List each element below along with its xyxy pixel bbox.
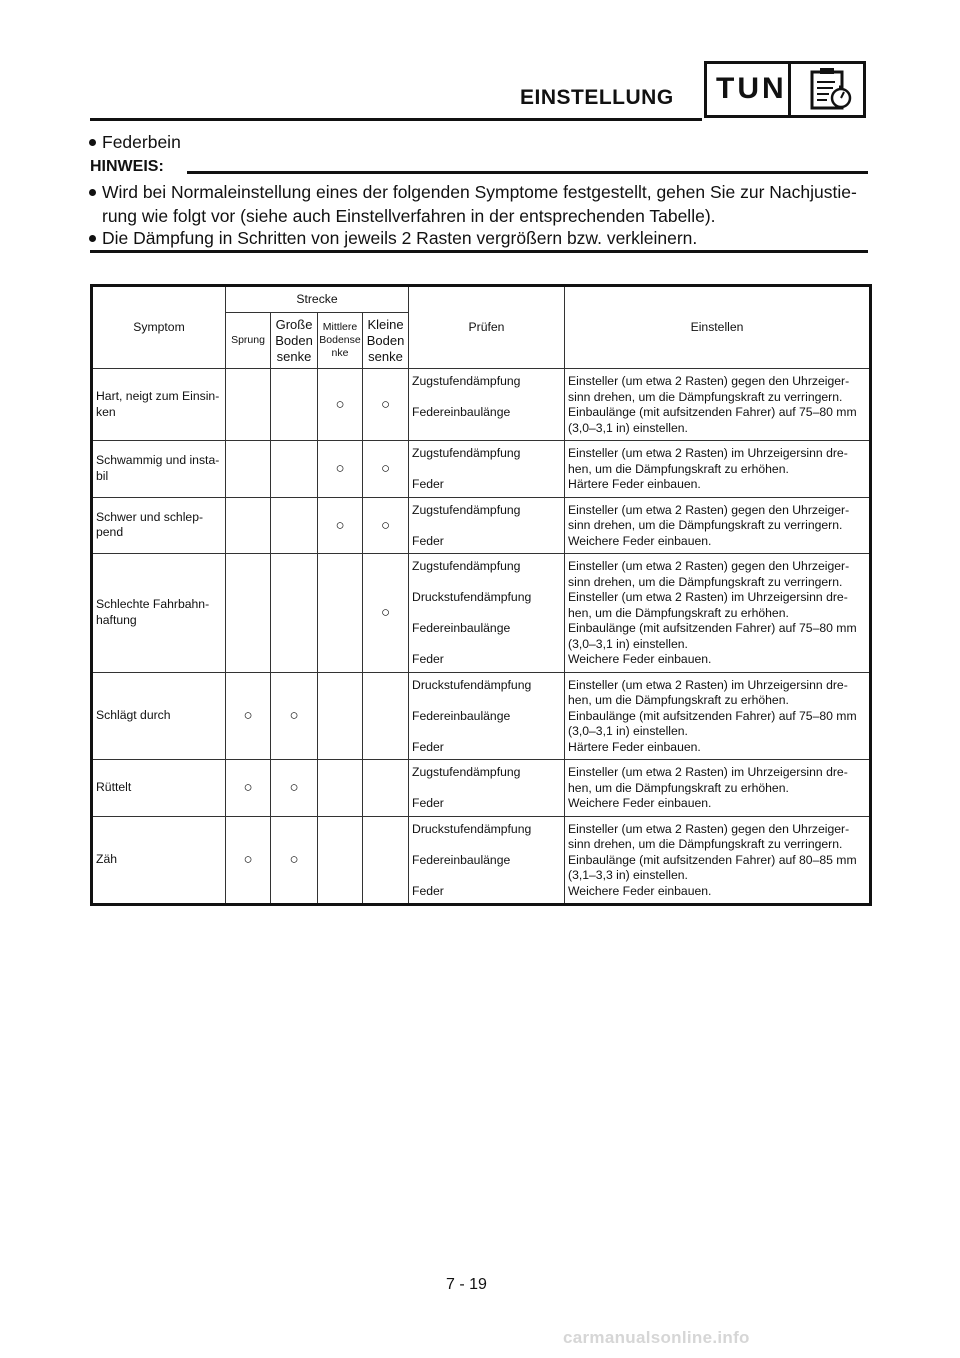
einstellen-line: (3,1–3,3 in) einstellen. [568,868,688,882]
pruefen-cell [409,672,565,760]
check-circle-mark: ○ [243,707,253,724]
check-circle-mark: ○ [289,851,299,868]
note-text: Wird bei Normaleinstellung eines der folgenden Symptome festgestellt, gehen Sie zur Nachjustie- [102,182,857,202]
einstellen-line: sinn drehen, um die Dämpfungskraft zu verringern. [568,518,843,532]
pruefen-item: Zugstufendämpfung [412,502,521,517]
einstellen-line: Einsteller (um etwa 2 Rasten) im Uhrzeigersinn dre- [568,446,848,460]
pruefen-item: Feder [412,883,444,898]
table-row [92,554,871,673]
strecke-mark-cell [318,816,363,905]
note-item [89,180,871,228]
bullet-dot [89,235,96,242]
page-number: 7 - 19 [446,1276,487,1293]
bullet-federbein [89,130,181,154]
einstellen-line: Weichere Feder einbauen. [568,796,712,810]
check-circle-mark: ○ [380,516,391,534]
suspension-tuning-table [90,284,872,906]
check-circle-mark: ○ [380,460,391,477]
table-row [92,497,871,554]
pruefen-item: Feder [412,533,444,548]
bullet-text: Federbein [102,132,181,152]
einstellen-line: Einsteller (um etwa 2 Rasten) im Uhrzeigersinn dre- [568,677,848,692]
einstellen-line: (3,0–3,1 in) einstellen. [568,724,688,738]
strecke-mark-cell [318,672,363,760]
strecke-mark-cell [271,497,318,554]
watermark: carmanualsonline.info [563,1328,750,1347]
col-header-mittlere-bodensenke: Mittlere Bodense nke [318,313,363,369]
checklist-stopwatch-icon [805,67,853,118]
symptom-cell: Rüttelt [92,760,226,817]
hinweis-label: HINWEIS: [90,158,164,175]
check-circle-mark: ○ [243,779,253,796]
strecke-mark-cell [363,369,409,441]
strecke-mark-cell [318,554,363,673]
pruefen-cell [409,369,565,441]
einstellen-line: Einbaulänge (mit aufsitzenden Fahrer) auf 75–80 mm [568,621,857,635]
pruefen-item: Federeinbaulänge [412,621,511,635]
strecke-mark-cell [363,816,409,905]
strecke-mark-cell [226,816,271,905]
einstellen-line: Einbaulänge (mit aufsitzenden Fahrer) auf 75–80 mm [568,708,857,723]
einstellen-cell [565,760,871,817]
pruefen-item: Federeinbaulänge [412,708,511,723]
symptom-cell: Schwer und schlep- pend [92,497,226,554]
pruefen-item: Druckstufendämpfung [412,677,532,692]
strecke-mark-cell [226,760,271,817]
pruefen-item: Federeinbaulänge [412,852,511,867]
symptom-cell: Schlechte Fahrbahn- haftung [92,554,226,673]
hinweis-rule [187,171,868,174]
pruefen-cell [409,760,565,817]
col-header-symptom: Symptom [92,286,226,369]
strecke-mark-cell [226,369,271,441]
einstellen-line: Einsteller (um etwa 2 Rasten) gegen den Uhrzeiger- [568,559,850,573]
col-header-strecke: Strecke [226,286,409,313]
strecke-mark-cell [363,441,409,498]
table-row [92,816,871,905]
header-badge-divider [788,61,791,118]
strecke-mark-cell [318,760,363,817]
pruefen-item: Feder [412,796,444,810]
symptom-cell: Zäh [92,816,226,905]
pruefen-item: Zugstufendämpfung [412,446,521,460]
einstellen-line: Einsteller (um etwa 2 Rasten) im Uhrzeigersinn dre- [568,590,848,604]
check-circle-mark: ○ [335,516,345,534]
pruefen-cell [409,554,565,673]
einstellen-line: Härtere Feder einbauen. [568,477,701,491]
bullet-dot [89,139,96,146]
strecke-mark-cell [271,441,318,498]
einstellen-line: hen, um die Dämpfungskraft zu erhöhen. [568,461,789,476]
einstellen-line: hen, um die Dämpfungskraft zu erhöhen. [568,693,789,707]
einstellen-line: sinn drehen, um die Dämpfungskraft zu verringern. [568,389,843,404]
einstellen-line: Weichere Feder einbauen. [568,533,712,548]
strecke-mark-cell [363,497,409,554]
pruefen-item: Druckstufendämpfung [412,590,532,604]
strecke-mark-cell [363,672,409,760]
einstellen-cell [565,554,871,673]
strecke-mark-cell [271,672,318,760]
col-header-sprung: Sprung [226,313,271,369]
strecke-mark-cell [226,441,271,498]
bullet-dot [89,189,96,196]
strecke-mark-cell [271,554,318,673]
pruefen-item: Federeinbaulänge [412,405,511,419]
section-title: EINSTELLUNG [520,86,674,109]
einstellen-cell [565,441,871,498]
strecke-mark-cell [318,369,363,441]
einstellen-cell [565,816,871,905]
einstellen-cell [565,672,871,760]
einstellen-line: Einsteller (um etwa 2 Rasten) gegen den Uhrzeiger- [568,502,850,517]
table-row [92,441,871,498]
strecke-mark-cell [363,760,409,817]
check-circle-mark: ○ [289,779,299,796]
strecke-mark-cell [226,554,271,673]
symptom-cell: Schwammig und insta- bil [92,441,226,498]
col-header-grosse-bodensenke: Große Boden senke [271,313,318,369]
table-row [92,760,871,817]
table-row [92,369,871,441]
check-circle-mark: ○ [380,604,391,621]
strecke-mark-cell [363,554,409,673]
einstellen-line: Weichere Feder einbauen. [568,883,712,898]
check-circle-mark: ○ [289,707,299,724]
strecke-mark-cell [271,816,318,905]
strecke-mark-cell [226,497,271,554]
einstellen-cell [565,369,871,441]
einstellen-line: Einbaulänge (mit aufsitzenden Fahrer) auf 80–85 mm [568,852,857,867]
check-circle-mark: ○ [335,460,345,477]
col-header-einstellen: Einstellen [565,286,871,369]
pruefen-item: Feder [412,652,444,666]
section-code: TUN [716,72,787,105]
pruefen-item: Feder [412,477,444,491]
pruefen-item: Zugstufendämpfung [412,765,521,779]
einstellen-line: sinn drehen, um die Dämpfungskraft zu verringern. [568,574,843,589]
strecke-mark-cell [271,369,318,441]
strecke-mark-cell [318,441,363,498]
einstellen-line: Härtere Feder einbauen. [568,739,701,754]
einstellen-line: (3,0–3,1 in) einstellen. [568,636,688,651]
einstellen-line: sinn drehen, um die Dämpfungskraft zu verringern. [568,837,843,851]
pruefen-cell [409,816,565,905]
note-item [89,226,697,250]
check-circle-mark: ○ [335,395,345,413]
col-header-pruefen: Prüfen [409,286,565,369]
symptom-cell: Schlägt durch [92,672,226,760]
check-circle-mark: ○ [380,395,391,413]
einstellen-line: hen, um die Dämpfungskraft zu erhöhen. [568,780,789,795]
strecke-mark-cell [226,672,271,760]
strecke-mark-cell [271,760,318,817]
col-header-kleine-bodensenke: Kleine Boden senke [363,313,409,369]
einstellen-line: (3,0–3,1 in) einstellen. [568,420,688,435]
pruefen-item: Druckstufendämpfung [412,821,532,836]
symptom-cell: Hart, neigt zum Einsin- ken [92,369,226,441]
einstellen-line: Einsteller (um etwa 2 Rasten) gegen den Uhrzeiger- [568,374,850,388]
einstellen-line: hen, um die Dämpfungskraft zu erhöhen. [568,605,789,620]
check-circle-mark: ○ [243,851,253,868]
pruefen-item: Feder [412,739,444,754]
einstellen-line: Einbaulänge (mit aufsitzenden Fahrer) auf 75–80 mm [568,405,857,419]
table-row [92,672,871,760]
einstellen-line: Einsteller (um etwa 2 Rasten) im Uhrzeigersinn dre- [568,765,848,779]
einstellen-cell [565,497,871,554]
note-end-rule [90,250,868,253]
pruefen-item: Zugstufendämpfung [412,374,521,388]
pruefen-item: Zugstufendämpfung [412,559,521,573]
einstellen-line: Einsteller (um etwa 2 Rasten) gegen den Uhrzeiger- [568,821,850,836]
header-rule [90,118,702,121]
pruefen-cell [409,441,565,498]
einstellen-line: Weichere Feder einbauen. [568,652,712,666]
strecke-mark-cell [318,497,363,554]
pruefen-cell [409,497,565,554]
note-text: rung wie folgt vor (siehe auch Einstellverfahren in der entsprechenden Tabelle). [102,206,716,226]
note-text: Die Dämpfung in Schritten von jeweils 2 Rasten vergrößern bzw. verkleinern. [102,228,698,248]
